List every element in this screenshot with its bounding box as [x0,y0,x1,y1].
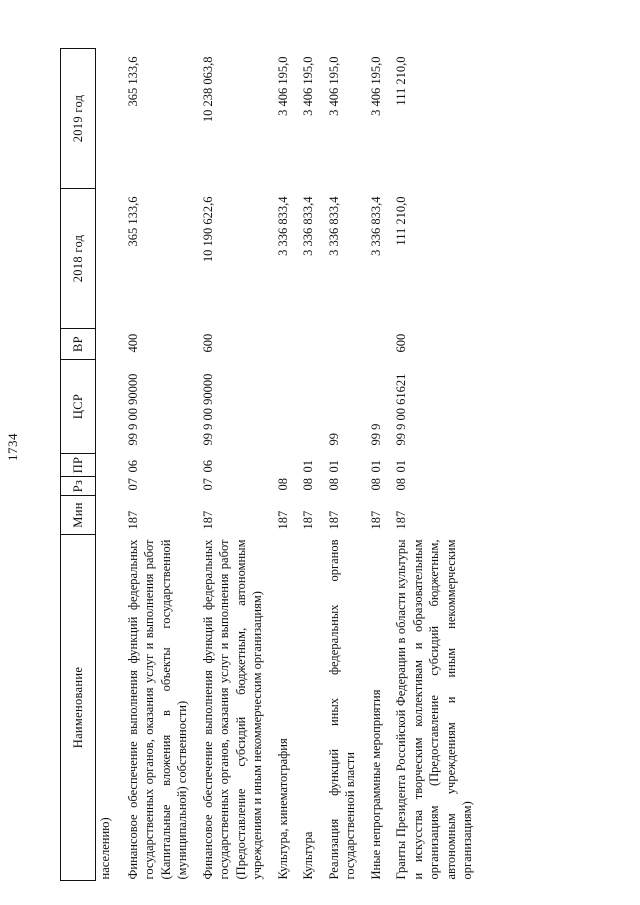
header-name: Наименование [61,535,96,881]
row-min [96,496,122,535]
row-name: Гранты Президента Российской Федерации в области культуры и искусства творческим коллективам и образовательным организациям (Предоставление субсидий бюджетным, автономным учреждениям и иным некоммерческим организациям) [394,539,474,880]
row-rz: 08 [368,478,383,491]
row-csr: 99 9 00 61621 [394,373,408,446]
row-2018: 111 210,0 [394,196,408,246]
row-pr [272,454,298,477]
row-vr: 400 [125,333,140,353]
row-pr: 01 [368,460,383,473]
row-min: 187 [275,510,290,530]
row-pr: 06 [200,460,215,473]
row-2019: 365 133,6 [125,56,140,107]
header-2018: 2018 год [61,189,96,329]
row-name: Культура, кинематография [275,738,290,880]
row-vr: 600 [394,333,408,353]
row-csr: 99 9 00 90000 [125,373,140,446]
row-name: населению) [98,817,112,880]
header-rz: Рз [61,477,96,496]
row-min: 187 [200,510,215,530]
row-2019: 3 406 195,0 [275,56,290,116]
row-min: 187 [368,510,383,530]
page-number: 1734 [5,433,20,461]
row-2019: 3 406 195,0 [368,56,383,116]
row-pr: 01 [394,460,408,473]
table-header-row [61,49,96,881]
row-2019: 111 210,0 [394,56,408,106]
table-row [272,49,298,881]
row-pr [96,454,122,477]
row-rz [96,477,122,496]
row-csr [272,360,298,454]
header-pr: ПР [61,454,96,477]
row-pr: 06 [125,460,140,473]
header-min: Мин [61,496,96,535]
row-pr: 01 [326,460,341,473]
row-2019 [96,49,122,189]
row-pr: 01 [301,460,315,473]
row-csr: 99 [326,433,341,446]
row-rz: 07 [200,478,215,491]
row-2019: 3 406 195,0 [301,56,315,116]
row-csr [297,360,323,454]
row-min: 187 [394,510,408,530]
table-row [122,49,197,881]
header-2019: 2019 год [61,49,96,189]
row-min: 187 [301,510,315,530]
table-row [96,49,122,881]
row-rz: 08 [394,478,408,491]
row-name: Культура [301,831,315,880]
row-name: Финансовое обеспечение выполнения функций федеральных государственных органов, оказания услуг и выполнения работ (Предоставление субсидий бюджетным, автономным учреждениям и иным некоммерческим организациям) [200,539,264,880]
header-vr: ВР [61,329,96,360]
row-rz: 07 [125,478,140,491]
header-csr: ЦСР [61,360,96,454]
table-row [365,49,391,881]
row-vr [96,329,122,360]
row-vr [365,329,391,360]
row-2018: 365 133,6 [125,196,140,247]
row-csr: 99 9 [368,423,383,446]
row-vr [297,329,323,360]
row-name: Финансовое обеспечение выполнения функций федеральных государственных органов, оказания услуг и выполнения работ (Капитальные вложения в объекты государственной (муниципальной) собственности) [125,539,189,880]
row-rz: 08 [275,478,290,491]
row-name: Иные непрограммные мероприятия [368,689,383,880]
row-min: 187 [326,510,341,530]
table-row [297,49,323,881]
budget-table [60,48,482,881]
row-vr [323,329,365,360]
row-2019: 10 238 063,8 [200,56,215,123]
row-vr: 600 [200,333,215,353]
row-2018: 3 336 833,4 [301,196,315,256]
row-rz: 08 [326,478,341,491]
row-2018: 10 190 622,6 [200,196,215,263]
row-2018: 3 336 833,4 [326,196,341,256]
row-name: Реализация функций иных федеральных органов государственной власти [326,539,357,880]
row-vr [272,329,298,360]
row-2019: 3 406 195,0 [326,56,341,116]
table-row [197,49,272,881]
table-row [323,49,365,881]
row-csr [96,360,122,454]
row-2018 [96,189,122,329]
row-rz: 08 [301,478,315,491]
row-min: 187 [125,510,140,530]
table-row [390,49,482,881]
row-csr: 99 9 00 90000 [200,373,215,446]
row-2018: 3 336 833,4 [275,196,290,256]
row-2018: 3 336 833,4 [368,196,383,256]
